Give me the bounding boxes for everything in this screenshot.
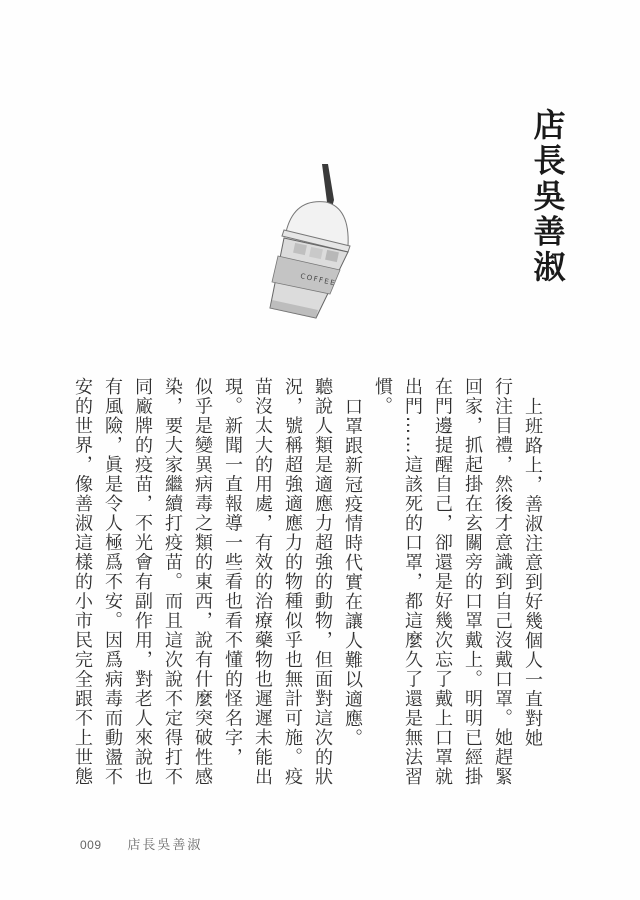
text-column: 行注目禮，然後才意識到自己沒戴口罩。她趕緊 [492, 377, 513, 787]
iced-coffee-icon [250, 150, 390, 350]
text-column: 回家，抓起掛在玄關旁的口罩戴上。明明已經掛 [462, 377, 483, 787]
running-title: 店長吳善淑 [127, 838, 203, 853]
text-column: 況，號稱超強適應力的物種似乎也無計可施。疫 [282, 377, 303, 787]
text-column: 口罩跟新冠疫情時代實在讓人難以適應。 [342, 397, 363, 748]
text-column: 現。新聞一直報導一些看也看不懂的怪名字， [222, 377, 243, 767]
text-column: 有風險，眞是令人極爲不安。因爲病毒而動盪不 [102, 377, 123, 787]
text-column: 在門邊提醒自己，卻還是好幾次忘了戴上口罩就 [432, 377, 453, 787]
text-column: 慣。 [372, 377, 393, 416]
body-text [67, 377, 547, 787]
text-column: 出門……這該死的口罩，都這麼久了還是無法習 [402, 377, 423, 787]
text-column: 安的世界，像善淑這樣的小市民完全跟不上世態 [72, 377, 93, 787]
page-number: 009 [80, 838, 102, 852]
text-column: 染，要大家繼續打疫苗。而且這次說不定得打不 [162, 377, 183, 787]
text-column: 似乎是變異病毒之類的東西，說有什麼突破性感 [192, 377, 213, 787]
text-column: 聽說人類是適應力超強的動物，但面對這次的狀 [312, 377, 333, 787]
text-column: 苗沒太大的用處，有效的治療藥物也遲遲未能出 [252, 377, 273, 787]
coffee-cup-illustration [250, 150, 390, 350]
chapter-title: 店長吳善淑 [528, 108, 567, 286]
text-column: 上班路上，善淑注意到好幾個人一直對她 [522, 397, 543, 748]
text-column: 同廠牌的疫苗，不光會有副作用，對老人來說也 [132, 377, 153, 787]
sleeve-label: COFFEE [299, 272, 337, 288]
page-footer [80, 834, 202, 853]
